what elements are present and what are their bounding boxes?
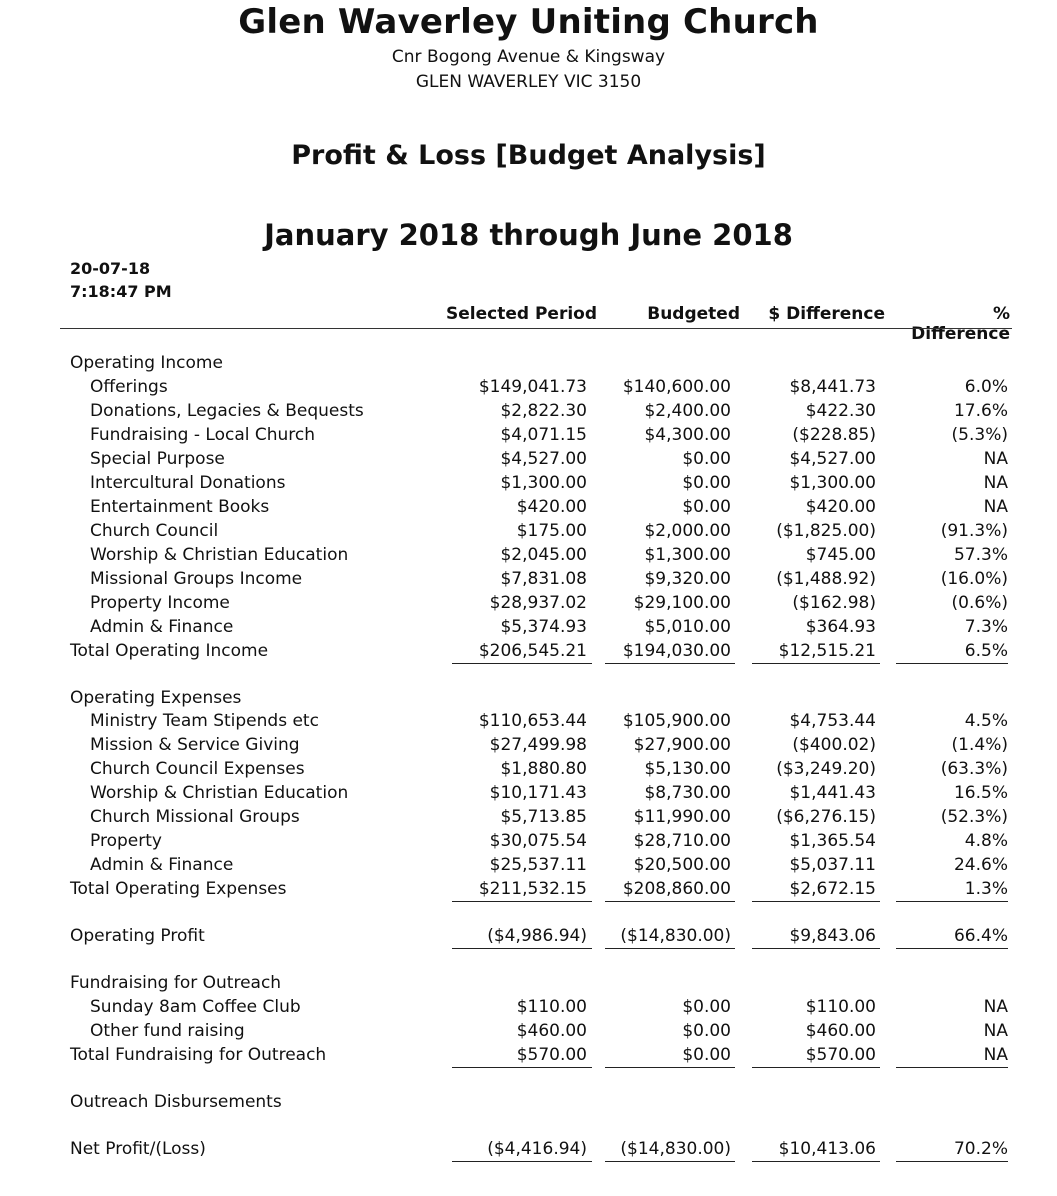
cell-percent-difference: 6.5% (964, 641, 1008, 661)
cell-dollar-difference: $570.00 (805, 1045, 876, 1065)
cell-budgeted: $5,130.00 (644, 759, 731, 779)
cell-selected-period: $4,071.15 (500, 425, 587, 445)
table-row (0, 995, 1057, 1019)
row-label: Net Profit/(Loss) (70, 1139, 206, 1159)
cell-selected-period: $211,532.15 (478, 879, 587, 899)
total-underline (896, 901, 1008, 902)
table-row (0, 495, 1057, 519)
total-underline (605, 1161, 735, 1162)
cell-dollar-difference: $364.93 (805, 617, 876, 637)
column-header-selected-period: Selected Period (446, 304, 597, 324)
organization-name: Glen Waverley Uniting Church (238, 2, 819, 42)
cell-dollar-difference: $4,753.44 (789, 711, 876, 731)
row-label: Worship & Christian Education (90, 545, 349, 565)
total-underline (752, 948, 880, 949)
cell-budgeted: $5,010.00 (644, 617, 731, 637)
table-row (0, 399, 1057, 423)
table-row (0, 1090, 1057, 1114)
cell-selected-period: $1,880.80 (500, 759, 587, 779)
row-label: Outreach Disbursements (70, 1092, 282, 1112)
cell-percent-difference: (5.3%) (951, 425, 1008, 445)
cell-percent-difference: 70.2% (953, 1139, 1008, 1159)
cell-dollar-difference: $1,365.54 (789, 831, 876, 851)
address-line-1: Cnr Bogong Avenue & Kingsway (391, 47, 666, 67)
cell-selected-period: $2,822.30 (500, 401, 587, 421)
cell-selected-period: $25,537.11 (489, 855, 587, 875)
header-divider (60, 328, 1012, 329)
table-row (0, 971, 1057, 995)
row-label: Fundraising for Outreach (70, 973, 282, 993)
row-label: Total Operating Income (70, 641, 269, 661)
cell-dollar-difference: $420.00 (805, 497, 876, 517)
cell-selected-period: $110,653.44 (478, 711, 587, 731)
table-row (0, 877, 1057, 901)
table-row (0, 709, 1057, 733)
cell-budgeted: $0.00 (682, 1021, 731, 1041)
cell-dollar-difference: ($3,249.20) (776, 759, 876, 779)
cell-selected-period: $4,527.00 (500, 449, 587, 469)
total-underline (452, 901, 592, 902)
cell-percent-difference: 6.0% (964, 377, 1008, 397)
cell-selected-period: $2,045.00 (500, 545, 587, 565)
cell-percent-difference: (52.3%) (940, 807, 1008, 827)
cell-dollar-difference: $12,515.21 (778, 641, 876, 661)
cell-percent-difference: (16.0%) (940, 569, 1008, 589)
table-row (0, 567, 1057, 591)
cell-budgeted: $2,000.00 (644, 521, 731, 541)
row-label: Total Fundraising for Outreach (70, 1045, 327, 1065)
cell-percent-difference: NA (983, 1021, 1008, 1041)
total-underline (605, 1067, 735, 1068)
total-underline (752, 901, 880, 902)
row-label: Sunday 8am Coffee Club (90, 997, 301, 1017)
cell-selected-period: $28,937.02 (489, 593, 587, 613)
cell-budgeted: $4,300.00 (644, 425, 731, 445)
cell-budgeted: $208,860.00 (622, 879, 731, 899)
cell-percent-difference: NA (983, 497, 1008, 517)
report-title: Profit & Loss [Budget Analysis] (291, 140, 766, 171)
row-label: Missional Groups Income (90, 569, 303, 589)
cell-budgeted: $8,730.00 (644, 783, 731, 803)
cell-percent-difference: NA (983, 997, 1008, 1017)
cell-dollar-difference: $4,527.00 (789, 449, 876, 469)
total-underline (605, 901, 735, 902)
cell-selected-period: $7,831.08 (500, 569, 587, 589)
column-header-budgeted: Budgeted (647, 304, 740, 324)
cell-dollar-difference: $422.30 (805, 401, 876, 421)
total-underline (752, 1161, 880, 1162)
cell-budgeted: $11,990.00 (633, 807, 731, 827)
total-underline (605, 663, 735, 664)
row-label: Church Missional Groups (90, 807, 300, 827)
row-label: Church Council Expenses (90, 759, 305, 779)
cell-percent-difference: NA (983, 449, 1008, 469)
table-row (0, 519, 1057, 543)
table-row (0, 1043, 1057, 1067)
print-time: 7:18:47 PM (70, 282, 172, 301)
table-row (0, 639, 1057, 663)
column-header-dollar-difference: $ Difference (768, 304, 885, 324)
cell-budgeted: $0.00 (682, 449, 731, 469)
cell-percent-difference: 66.4% (953, 926, 1008, 946)
table-row (0, 829, 1057, 853)
row-label: Property Income (90, 593, 230, 613)
table-row (0, 853, 1057, 877)
table-row (0, 543, 1057, 567)
total-underline (605, 948, 735, 949)
row-label: Operating Income (70, 353, 223, 373)
row-label: Operating Expenses (70, 688, 242, 708)
cell-dollar-difference: $460.00 (805, 1021, 876, 1041)
cell-percent-difference: (0.6%) (951, 593, 1008, 613)
cell-percent-difference: 57.3% (953, 545, 1008, 565)
cell-dollar-difference: ($228.85) (792, 425, 876, 445)
row-label: Ministry Team Stipends etc (90, 711, 319, 731)
cell-budgeted: $0.00 (682, 997, 731, 1017)
row-label: Total Operating Expenses (70, 879, 287, 899)
cell-dollar-difference: $8,441.73 (789, 377, 876, 397)
cell-budgeted: $2,400.00 (644, 401, 731, 421)
cell-percent-difference: (63.3%) (940, 759, 1008, 779)
cell-percent-difference: NA (983, 1045, 1008, 1065)
row-label: Offerings (90, 377, 168, 397)
total-underline (896, 1067, 1008, 1068)
row-label: Admin & Finance (90, 617, 234, 637)
table-row (0, 1137, 1057, 1161)
row-label: Fundraising - Local Church (90, 425, 316, 445)
cell-selected-period: $10,171.43 (489, 783, 587, 803)
table-row (0, 447, 1057, 471)
cell-dollar-difference: ($6,276.15) (776, 807, 876, 827)
cell-selected-period: $1,300.00 (500, 473, 587, 493)
cell-budgeted: $105,900.00 (622, 711, 731, 731)
row-label: Intercultural Donations (90, 473, 286, 493)
cell-selected-period: $206,545.21 (478, 641, 587, 661)
cell-percent-difference: 17.6% (953, 401, 1008, 421)
cell-dollar-difference: $2,672.15 (789, 879, 876, 899)
cell-selected-period: $5,374.93 (500, 617, 587, 637)
cell-budgeted: $27,900.00 (633, 735, 731, 755)
cell-budgeted: $28,710.00 (633, 831, 731, 851)
cell-budgeted: $0.00 (682, 473, 731, 493)
cell-selected-period: ($4,416.94) (487, 1139, 587, 1159)
total-underline (452, 1161, 592, 1162)
address-line-2: GLEN WAVERLEY VIC 3150 (415, 72, 642, 92)
cell-percent-difference: 16.5% (953, 783, 1008, 803)
cell-budgeted: $0.00 (682, 497, 731, 517)
row-label: Admin & Finance (90, 855, 234, 875)
report-period: January 2018 through June 2018 (264, 218, 793, 252)
total-underline (896, 1161, 1008, 1162)
cell-selected-period: $30,075.54 (489, 831, 587, 851)
cell-budgeted: $29,100.00 (633, 593, 731, 613)
total-underline (452, 1067, 592, 1068)
cell-dollar-difference: $10,413.06 (778, 1139, 876, 1159)
table-row (0, 471, 1057, 495)
cell-percent-difference: 1.3% (964, 879, 1008, 899)
cell-dollar-difference: $745.00 (805, 545, 876, 565)
column-header-percent-difference: % Difference (911, 304, 1010, 344)
cell-percent-difference: 4.8% (964, 831, 1008, 851)
table-row (0, 686, 1057, 710)
row-label: Church Council (90, 521, 219, 541)
cell-budgeted: $0.00 (682, 1045, 731, 1065)
cell-selected-period: $110.00 (516, 997, 587, 1017)
table-row (0, 781, 1057, 805)
table-row (0, 423, 1057, 447)
cell-dollar-difference: ($1,488.92) (776, 569, 876, 589)
row-label: Other fund raising (90, 1021, 245, 1041)
cell-selected-period: $420.00 (516, 497, 587, 517)
cell-budgeted: $1,300.00 (644, 545, 731, 565)
cell-percent-difference: (1.4%) (951, 735, 1008, 755)
table-row (0, 1019, 1057, 1043)
cell-budgeted: $194,030.00 (622, 641, 731, 661)
total-underline (896, 663, 1008, 664)
cell-selected-period: ($4,986.94) (487, 926, 587, 946)
total-underline (752, 1067, 880, 1068)
cell-selected-period: $175.00 (516, 521, 587, 541)
cell-dollar-difference: ($162.98) (792, 593, 876, 613)
row-label: Worship & Christian Education (90, 783, 349, 803)
table-row (0, 375, 1057, 399)
table-row (0, 615, 1057, 639)
cell-budgeted: $140,600.00 (622, 377, 731, 397)
cell-percent-difference: 4.5% (964, 711, 1008, 731)
cell-dollar-difference: $5,037.11 (789, 855, 876, 875)
table-row (0, 924, 1057, 948)
cell-dollar-difference: ($1,825.00) (776, 521, 876, 541)
cell-percent-difference: NA (983, 473, 1008, 493)
print-date: 20-07-18 (70, 259, 151, 278)
total-underline (896, 948, 1008, 949)
cell-dollar-difference: $1,441.43 (789, 783, 876, 803)
cell-dollar-difference: $110.00 (805, 997, 876, 1017)
cell-budgeted: $20,500.00 (633, 855, 731, 875)
table-row (0, 733, 1057, 757)
cell-selected-period: $149,041.73 (478, 377, 587, 397)
cell-dollar-difference: $9,843.06 (789, 926, 876, 946)
cell-budgeted: ($14,830.00) (620, 926, 731, 946)
total-underline (452, 663, 592, 664)
total-underline (452, 948, 592, 949)
row-label: Entertainment Books (90, 497, 270, 517)
cell-budgeted: ($14,830.00) (620, 1139, 731, 1159)
row-label: Donations, Legacies & Bequests (90, 401, 364, 421)
total-underline (752, 663, 880, 664)
cell-percent-difference: (91.3%) (940, 521, 1008, 541)
cell-budgeted: $9,320.00 (644, 569, 731, 589)
row-label: Mission & Service Giving (90, 735, 300, 755)
cell-selected-period: $570.00 (516, 1045, 587, 1065)
table-row (0, 351, 1057, 375)
cell-percent-difference: 7.3% (964, 617, 1008, 637)
cell-selected-period: $5,713.85 (500, 807, 587, 827)
table-row (0, 757, 1057, 781)
cell-selected-period: $27,499.98 (489, 735, 587, 755)
table-row (0, 805, 1057, 829)
row-label: Property (90, 831, 162, 851)
row-label: Special Purpose (90, 449, 225, 469)
cell-dollar-difference: ($400.02) (792, 735, 876, 755)
cell-dollar-difference: $1,300.00 (789, 473, 876, 493)
cell-selected-period: $460.00 (516, 1021, 587, 1041)
table-row (0, 591, 1057, 615)
cell-percent-difference: 24.6% (953, 855, 1008, 875)
row-label: Operating Profit (70, 926, 205, 946)
